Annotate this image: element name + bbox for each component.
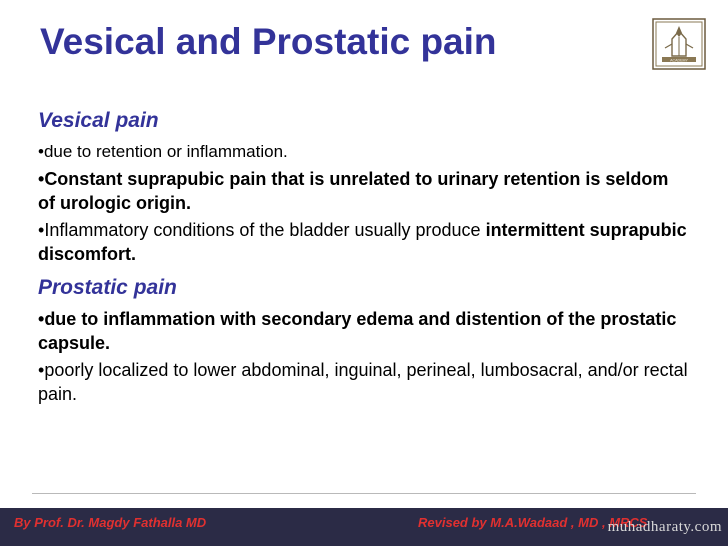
bullet-marker: • [38,309,45,329]
bullet-text: due to inflammation with secondary edema and distention of the prostatic capsule. [38,309,677,353]
bullet-vesical-1 [38,140,690,164]
bullet-marker: • [38,360,45,380]
bullet-text-bold: intermittent suprapubic discomfort. [38,220,687,264]
slide-body [38,108,690,409]
bullet-prostatic-2 [38,358,690,406]
bullet-vesical-3 [38,218,690,266]
section-heading-prostatic-pain: Prostatic pain [38,276,177,299]
watermark: muhadharaty.com [607,519,722,535]
bullet-marker: • [38,220,45,240]
institution-crest-logo [652,18,706,70]
bullet-text-plain: Inflammatory conditions of the bladder usually produce [44,220,486,240]
footer-divider [32,493,696,494]
svg-text:ACADEMY: ACADEMY [670,58,688,63]
bullet-prostatic-1 [38,307,690,355]
bullet-vesical-2 [38,167,690,215]
bullet-marker: • [38,169,45,189]
bullet-text: Constant suprapubic pain that is unrelated to urinary retention is seldom of urologic origin. [38,169,669,213]
bullet-marker: • [38,142,44,161]
page-title: Vesical and Prostatic pain [40,21,497,62]
bullet-text: due to retention or inflammation. [43,142,288,161]
footer-author: By Prof. Dr. Magdy Fathalla MD [14,515,207,530]
footer-reviser: Revised by M.A.Wadaad , MD , MRCS [418,515,648,530]
section-heading-vesical-pain: Vesical pain [38,109,159,132]
bullet-text: poorly localized to lower abdominal, inguinal, perineal, lumbosacral, and/or rectal pain. [38,360,688,404]
